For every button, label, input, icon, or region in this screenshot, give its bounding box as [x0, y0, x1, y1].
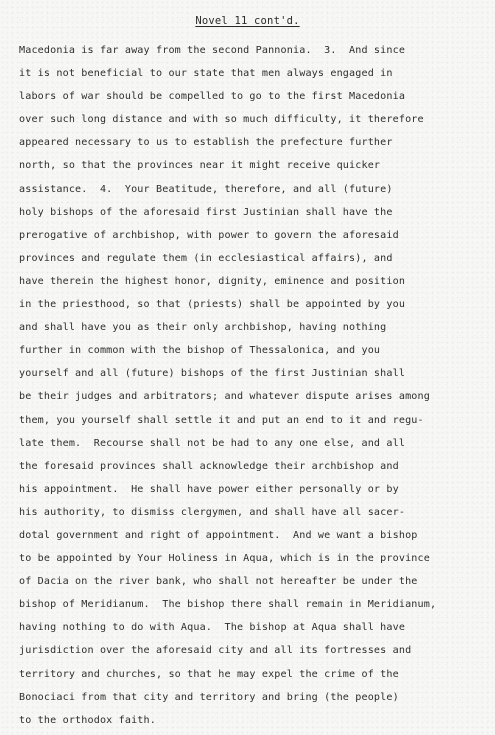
text-line-23: to be appointed by Your Holiness in Aqua, which is in the province [19, 553, 430, 565]
text-line-27: jurisdiction over the aforesaid city and all its fortresses and [19, 645, 412, 657]
text-line-24: of Dacia on the river bank, who shall not hereafter be under the [19, 576, 418, 588]
text-line-15: yourself and all (future) bishops of the first Justinian shall [19, 368, 406, 380]
text-line-12: in the priesthood, so that (priests) shall be appointed by you [19, 299, 406, 311]
text-line-1: Macedonia is far away from the second Pannonia. 3. And since [19, 45, 406, 56]
text-line-17: them, you yourself shall settle it and put an end to it and regu- [19, 414, 424, 426]
text-line-3: labors of war should be compelled to go to the first Macedonia [19, 91, 406, 103]
text-line-6: north, so that the provinces near it might receive quicker [19, 160, 381, 172]
text-line-8: holy bishops of the aforesaid first Justinian shall have the [19, 206, 393, 218]
text-line-22: dotal government and right of appointment. And we want a bishop [19, 529, 418, 541]
text-line-26: having nothing to do with Aqua. The bishop at Aqua shall have [19, 622, 406, 634]
text-line-11: have therein the highest honor, dignity, eminence and position [19, 275, 406, 287]
text-line-4: over such long distance and with so much difficulty, it therefore [19, 114, 424, 126]
text-line-2: it is not beneficial to our state that men always engaged in [19, 68, 393, 80]
text-line-19: the foresaid provinces shall acknowledge their archbishop and [19, 460, 399, 472]
text-line-18: late them. Recourse shall not be had to any one else, and all [19, 437, 406, 449]
text-line-13: and shall have you as their only archbishop, having nothing [19, 322, 387, 334]
text-line-16: be their judges and arbitrators; and whatever dispute arises among [19, 391, 430, 403]
text-line-30: to the orthodox faith. [19, 714, 156, 726]
text-line-21: his authority, to dismiss clergymen, and shall have all sacer- [19, 506, 406, 518]
page-heading [0, 15, 495, 27]
text-line-7: assistance. 4. Your Beatitude, therefore, and all (future) [19, 183, 393, 195]
text-line-20: his appointment. He shall have power either personally or by [19, 483, 399, 495]
text-line-9: prerogative of archbishop, with power to govern the aforesaid [19, 229, 399, 241]
text-line-5: appeared necessary to us to establish the prefecture further [19, 137, 393, 149]
text-line-29: Bonociaci from that city and territory and bring (the people) [19, 691, 399, 703]
heading-text: Novel 11 cont'd. [195, 15, 300, 27]
text-line-10: provinces and regulate them (in ecclesiastical affairs), and [19, 252, 393, 264]
text-line-28: territory and churches, so that he may expel the crime of the [19, 668, 399, 680]
text-line-14: further in common with the bishop of Thessalonica, and you [19, 345, 381, 357]
body-text [19, 39, 491, 732]
text-line-25: bishop of Meridianum. The bishop there shall remain in Meridianum, [19, 599, 437, 611]
